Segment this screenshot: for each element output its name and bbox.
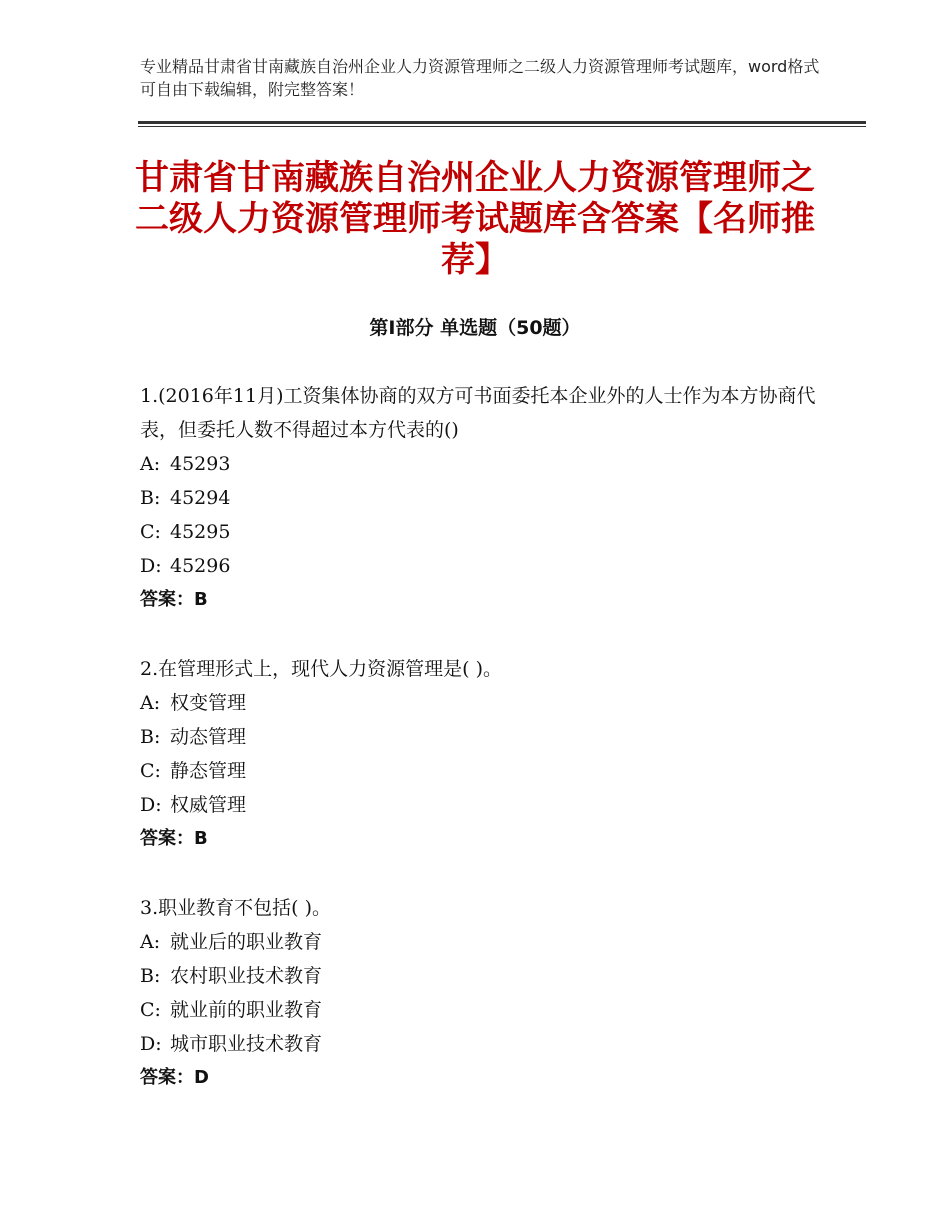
option-key: A: [140, 453, 161, 475]
option-key: C: [140, 760, 161, 782]
document-title: 甘肃省甘南藏族自治州企业人力资源管理师之二级人力资源管理师考试题库含答案【名师推荐】 [135, 158, 815, 280]
option-key: D: [140, 794, 162, 816]
option-a [140, 686, 820, 720]
option-key: B: [140, 487, 161, 509]
answer: 答案：D [140, 1067, 209, 1088]
option-a [140, 447, 820, 481]
option-b [140, 959, 820, 993]
option-key: D: [140, 555, 162, 577]
option-b [140, 720, 820, 754]
option-text: 45294 [170, 487, 231, 509]
option-b [140, 481, 820, 515]
question-stem: 1.(2016年11月)工资集体协商的双方可书面委托本企业外的人士作为本方协商代表，但委托人数不得超过本方代表的() [140, 385, 816, 441]
question-stem: 2.在管理形式上，现代人力资源管理是( )。 [140, 658, 502, 680]
option-text: 就业后的职业教育 [170, 931, 323, 953]
option-text: 权威管理 [170, 794, 247, 816]
option-d [140, 549, 820, 583]
option-c [140, 754, 820, 788]
option-key: C: [140, 999, 161, 1021]
option-text: 静态管理 [170, 760, 247, 782]
section-title: 第Ⅰ部分 单选题（50题） [369, 317, 581, 339]
header-rule-thick [138, 121, 866, 124]
option-text: 城市职业技术教育 [170, 1033, 323, 1055]
header-note: 专业精品甘肃省甘南藏族自治州企业人力资源管理师之二级人力资源管理师考试题库，word格式可自由下载编辑，附完整答案！ [140, 57, 820, 99]
answer: 答案：B [140, 828, 208, 849]
option-c [140, 515, 820, 549]
option-text: 就业前的职业教育 [170, 999, 323, 1021]
option-text: 45295 [170, 521, 231, 543]
option-c [140, 993, 820, 1027]
question-2 [140, 652, 820, 856]
question-1 [140, 379, 820, 617]
option-a [140, 925, 820, 959]
option-key: B: [140, 726, 161, 748]
option-text: 权变管理 [170, 692, 247, 714]
question-stem: 3.职业教育不包括( )。 [140, 897, 331, 919]
option-key: A: [140, 692, 161, 714]
option-key: A: [140, 931, 161, 953]
option-key: C: [140, 521, 161, 543]
answer: 答案：B [140, 589, 208, 610]
option-d [140, 788, 820, 822]
option-d [140, 1027, 820, 1061]
option-text: 农村职业技术教育 [170, 965, 323, 987]
option-text: 动态管理 [170, 726, 247, 748]
option-text: 45296 [170, 555, 231, 577]
option-key: B: [140, 965, 161, 987]
header-rule-thin [138, 126, 866, 127]
option-key: D: [140, 1033, 162, 1055]
question-3 [140, 891, 820, 1095]
option-text: 45293 [170, 453, 231, 475]
